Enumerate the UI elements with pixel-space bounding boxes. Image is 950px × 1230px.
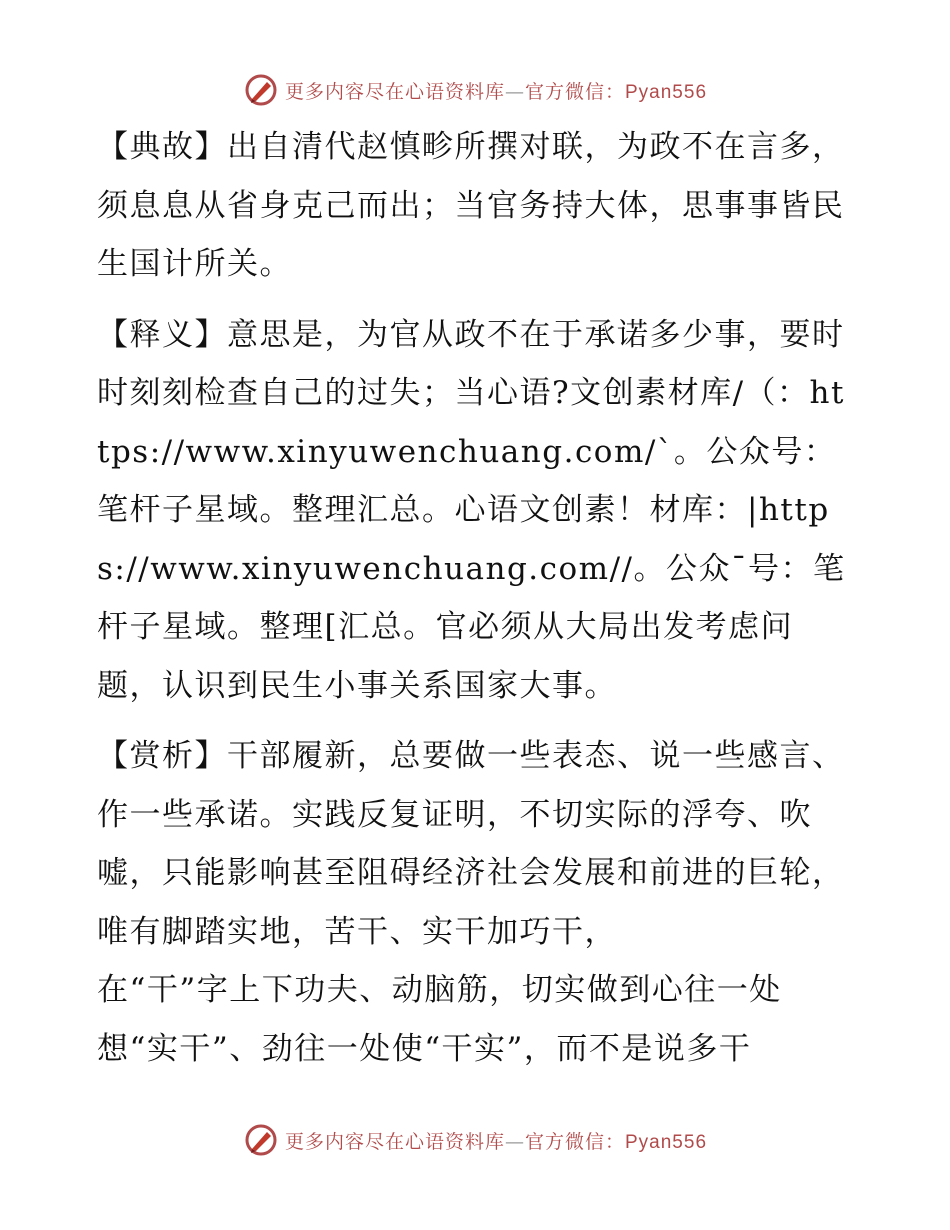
paragraph-allusion: [97, 118, 857, 294]
banner-handle: Pyan556: [625, 1131, 708, 1153]
banner-main-text: 更多内容尽在心语资料库: [284, 80, 505, 103]
analysis-label: 【赏析】: [97, 738, 227, 774]
header-banner: [0, 70, 950, 110]
allusion-text: 出自清代赵慎畛所撰对联，为政不在言多，须息息从省身克己而出；当官务持大体，思事事皆民生国计所关。: [97, 129, 845, 282]
banner-sub-text: 官方微信：: [524, 1130, 625, 1153]
analysis-text: 干部履新，总要做一些表态、说一些感言、作一些承诺。实践反复证明，不切实际的浮夸、吹嘘，只能影响甚至阻碍经济社会发展和前进的巨轮，唯有脚踏实地，苦干、实干加巧干，: [97, 738, 845, 950]
banner-main-text: 更多内容尽在心语资料库: [284, 1130, 505, 1153]
meaning-label: 【释义】: [97, 316, 227, 353]
banner-text: [285, 1127, 707, 1154]
pen-logo-icon: [243, 72, 279, 108]
pen-logo-icon: [243, 1122, 279, 1158]
analysis-text-continued: 在“干”字上下功夫、动脑筋，切实做到心往一处想“实干”、劲往一处使“干实”，而不是说多干: [97, 972, 782, 1067]
paragraph-meaning: [97, 306, 857, 716]
allusion-label: 【典故】: [97, 129, 227, 165]
document-body: [97, 118, 857, 1078]
banner-sub-text: 官方微信：: [524, 80, 625, 103]
meaning-text: 意思是，为官从政不在于承诺多少事，要时时刻刻检查自己的过失；当心语?文创素材库/（：https://www.xinyuwenchuang.com/`。公众号：笔杆子星域。整理汇总。心语文创素！材库：|https://www.xinyuwenchuang.com//。公众¯号：笔杆子星域。整理[汇总。官必须从大局出发考虑问题，认识到民生小事关系国家大事。: [97, 316, 846, 704]
banner-handle: Pyan556: [625, 81, 708, 103]
banner-separator: —: [504, 80, 525, 103]
paragraph-analysis: [97, 727, 857, 1078]
footer-banner: [0, 1120, 950, 1160]
banner-text: [285, 77, 707, 104]
banner-separator: —: [504, 1130, 525, 1153]
